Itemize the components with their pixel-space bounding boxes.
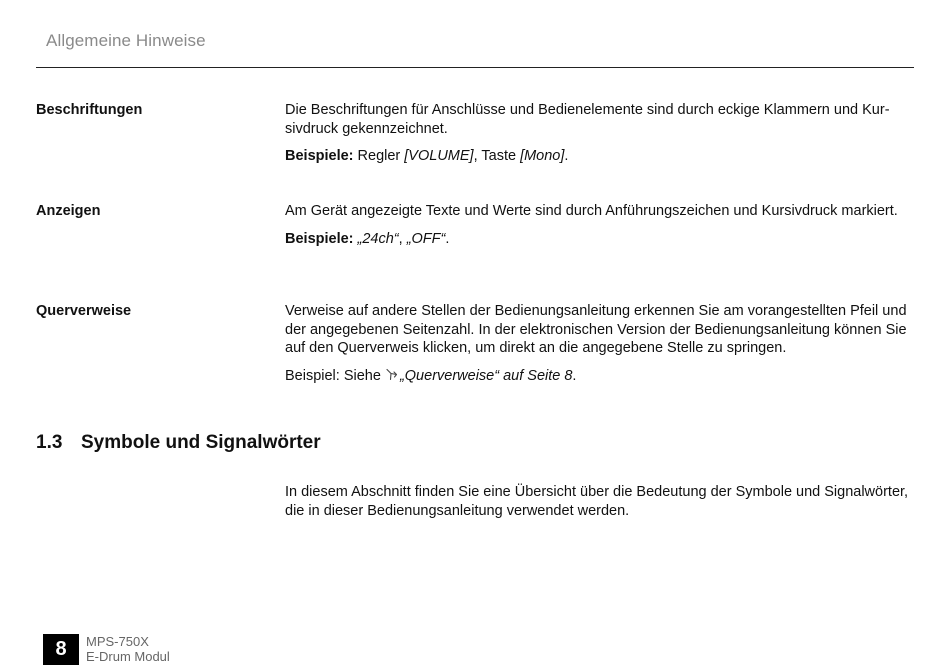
example-prefix: Beispiel: Siehe <box>285 367 385 384</box>
example-control-volume: [VOLUME] <box>404 148 474 164</box>
section-heading <box>36 432 321 454</box>
example-control-mono: [Mono] <box>520 148 565 164</box>
cross-reference-link[interactable] <box>385 368 572 384</box>
section-intro-text: In diesem Abschnitt finden Sie eine Übersicht über die Bedeutung der Symbole und Signalwörter, die in dieser Bedienungsanleitung verwendet werden. <box>285 484 909 519</box>
example-text: , <box>398 230 407 247</box>
example-line <box>285 147 911 166</box>
example-label: Beispiele: <box>285 148 354 164</box>
cross-reference-text: „Querverweise“ auf Seite 8 <box>399 367 573 384</box>
example-text: Regler <box>353 148 405 164</box>
footer-product-info <box>86 634 170 664</box>
term-querverweise: Querverweise <box>36 303 132 319</box>
description-beschriftungen <box>285 101 911 166</box>
page-number-badge: 8 <box>43 634 79 665</box>
description-querverweise <box>285 302 911 385</box>
example-line <box>285 367 911 386</box>
section-intro <box>285 483 911 520</box>
example-text: . <box>564 148 569 164</box>
description-anzeigen <box>285 202 911 248</box>
description-text: Die Beschriftungen für Anschlüsse und Bedienelemente sind durch eckige Klammern und Kursivdruck gekennzeichnet. <box>285 102 890 137</box>
running-header: Allgemeine Hinweise <box>46 31 206 50</box>
example-display-off: „OFF“ <box>406 230 446 247</box>
example-display-24ch: „24ch“ <box>357 230 399 247</box>
header-divider <box>36 67 914 68</box>
footer-product-subtitle: E-Drum Modul <box>86 649 170 664</box>
example-text: , Taste <box>473 148 521 164</box>
description-text: Verweise auf andere Stellen der Bedienungsanleitung erkennen Sie am vorangestellten Pfeil und der angegebenen Seitenzahl. In der elektronischen Version der Bedienungsanleitung können Sie auf den Querverweis klicken, um direkt an die angegebene Stelle zu springen. <box>285 303 907 356</box>
example-line <box>285 230 911 249</box>
section-title: Symbole und Signalwörter <box>81 432 321 453</box>
description-text: Am Gerät angezeigte Texte und Werte sind durch Anführungszeichen und Kursivdruck markiert. <box>285 203 898 219</box>
example-suffix: . <box>572 367 577 384</box>
example-text: . <box>445 230 450 247</box>
term-anzeigen: Anzeigen <box>36 203 101 219</box>
section-number: 1.3 <box>36 432 63 453</box>
term-beschriftungen: Beschriftungen <box>36 102 143 118</box>
example-label: Beispiele: <box>285 230 354 247</box>
pointing-arrow-icon <box>385 368 398 381</box>
footer-product-name: MPS-750X <box>86 634 149 649</box>
